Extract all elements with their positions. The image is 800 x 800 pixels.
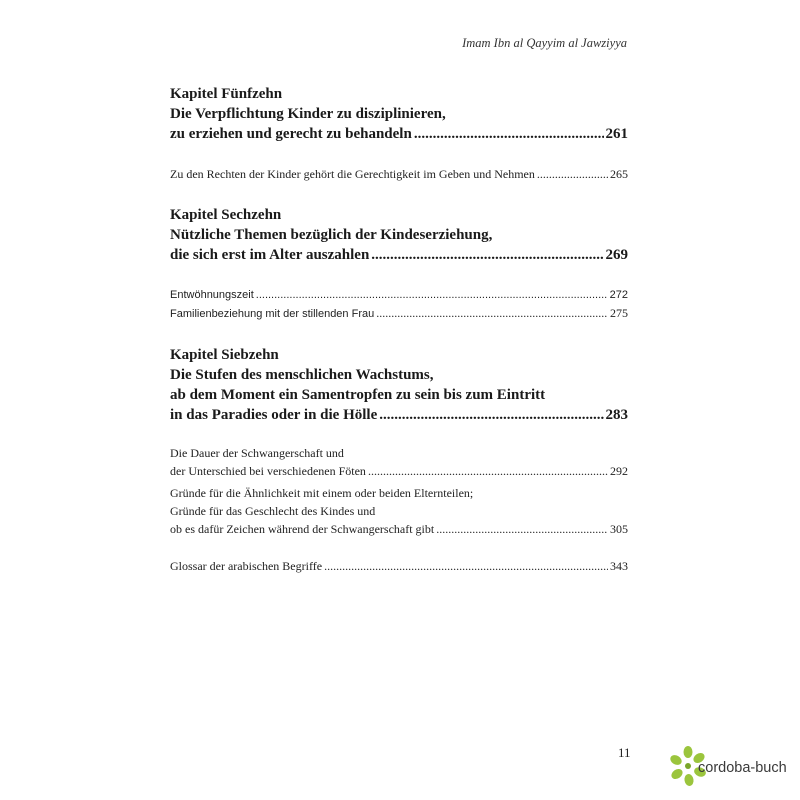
entry-line: Die Dauer der Schwangerschaft und [170,446,344,460]
dot-leader [414,124,604,144]
chapter-title-last-line: die sich erst im Alter auszahlen [170,247,370,263]
chapter-line: Kapitel Siebzehn [170,347,279,363]
entry-title: Zu den Rechten der Kinder gehört die Gerechtigkeit im Geben und Nehmen [170,167,535,181]
page-ref: 272 [609,289,628,301]
entry-title: ob es dafür Zeichen während der Schwangerschaft gibt [170,522,435,536]
logo-text: cordoba-buch [698,760,787,776]
page-ref: 265 [610,167,628,181]
chapter-heading [170,345,628,425]
entry-title: Entwöhnungszeit [170,289,254,301]
chapter-toc-row[interactable] [170,245,628,265]
chapter-toc-row[interactable] [170,124,628,144]
entry-line: Gründe für das Geschlecht des Kindes und [170,504,376,518]
page-ref: 261 [605,126,628,142]
dot-leader [371,245,603,265]
running-header: Imam Ibn al Qayyim al Jawziyya [462,36,627,50]
dot-leader [376,304,608,322]
toc-entry[interactable] [170,444,628,480]
dot-leader [436,520,608,538]
chapter-line: Nützliche Themen bezüglich der Kindeserziehung, [170,227,493,243]
chapter-heading [170,205,628,265]
entry-title: der Unterschied bei verschiedenen Föten [170,464,366,478]
chapter-title-last-line: zu erziehen und gerecht zu behandeln [170,126,412,142]
entry-title: Glossar der arabischen Begriffe [170,559,323,573]
chapter-line: Die Stufen des menschlichen Wachstums, [170,367,434,383]
dot-leader [324,557,608,575]
toc-entry[interactable] [170,304,628,323]
toc-entry[interactable] [170,286,628,304]
page-ref: 283 [605,407,628,423]
chapter-line: Kapitel Sechzehn [170,207,282,223]
chapter-line: Kapitel Fünfzehn [170,86,283,102]
page-ref: 292 [610,464,628,478]
chapter-title-last-line: in das Paradies oder in die Hölle [170,407,378,423]
chapter-heading [170,84,628,144]
page-number: 11 [618,745,631,760]
page-ref: 275 [610,306,628,320]
dot-leader [537,165,608,183]
chapter-toc-row[interactable] [170,405,628,425]
toc-entry[interactable] [170,165,628,183]
toc-entry[interactable] [170,557,628,575]
entry-title: Familienbeziehung mit der stillenden Frau [170,308,375,320]
chapter-line: Die Verpflichtung Kinder zu disziplinieren, [170,106,446,122]
toc-entry[interactable] [170,484,628,538]
page-ref: 305 [610,522,628,536]
dot-leader [368,462,608,480]
page-ref: 269 [605,247,628,263]
publisher-logo[interactable] [668,744,796,792]
entry-line: Gründe für die Ähnlichkeit mit einem oder beiden Elternteilen; [170,486,474,500]
dot-leader [379,405,603,425]
dot-leader [256,286,608,304]
chapter-line: ab dem Moment ein Samentropfen zu sein bis zum Eintritt [170,387,546,403]
page-ref: 343 [610,559,628,573]
